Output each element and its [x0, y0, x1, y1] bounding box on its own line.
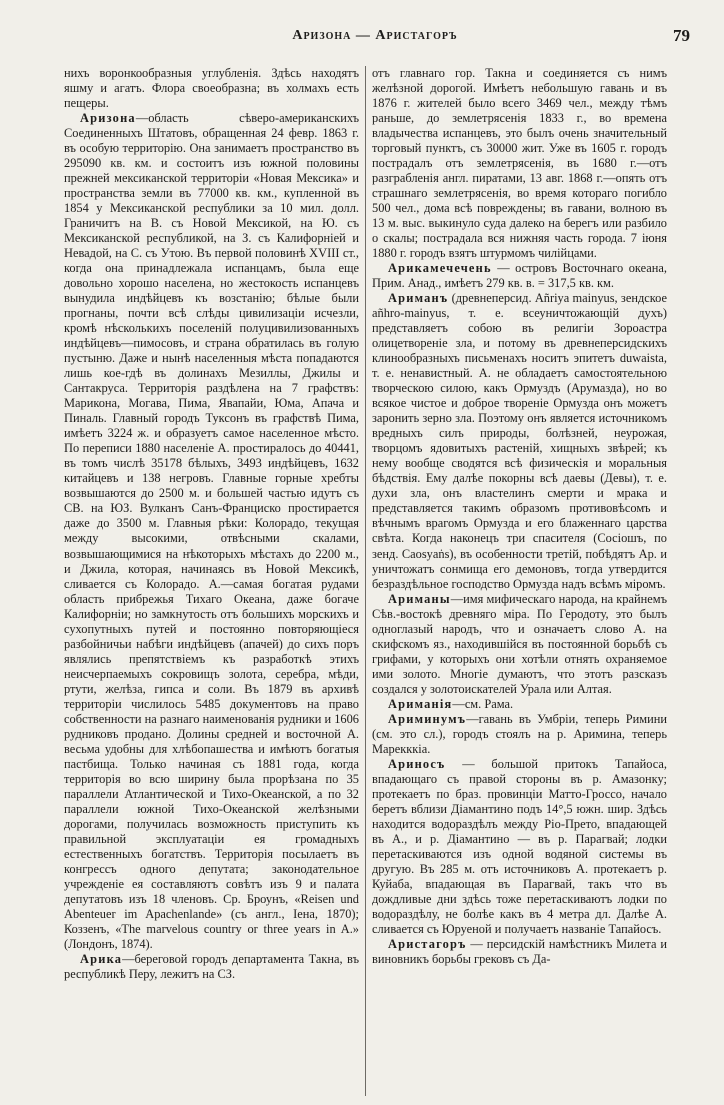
- page-header: [60, 28, 690, 52]
- entry-text: —имя мифическаго народа, на крайнемъ Сѣв.-востокѣ древняго міра. По Геродоту, это былъ одноглазый народъ, что и означаетъ слово А. на скифскомъ яз., находившійся въ постоянной борьбѣ съ грифами, у которыхъ они хотѣли отнять охраняемое ими золото. Многіе думаютъ, что этотъ разсказъ создался у золотоискателей Урала или Алтая.: [372, 591, 667, 696]
- column-divider: [365, 66, 366, 1096]
- entry: [64, 952, 359, 982]
- entry-headword: Арика: [80, 951, 123, 966]
- right-column: [372, 66, 667, 1096]
- entry-headword: Ариманы: [388, 591, 451, 606]
- entry-text: —береговой городъ департамента Такна, въ республикѣ Перу, лежитъ на СЗ.: [64, 951, 359, 981]
- entry-text: нихъ воронкообразныя углубленія. Здѣсь находятъ яшму и агатъ. Флора своеобразна; въ холмахъ есть пещеры.: [64, 66, 359, 111]
- entry-text: —область сѣверо-американскихъ Соединенныхъ Штатовъ, обращенная 24 февр. 1863 г. въ особую территорію. Она занимаетъ пространство въ 295090 кв. км. и состоитъ изъ южной половины прежней мексиканской территоріи «Новая Мексика» и пространства земли въ 77000 кв. км., купленной въ 1854 у Мексиканской республики за 10 мил. долл. Граничитъ на В. съ Новой Мексикой, на Ю. съ Мексиканской республикой, на З. съ Калифорніей и Невадой, на С. съ Утою. Въ первой половинѣ XVIII ст., когда она принадлежала испанцамъ, была еще довольно хорошо населена, но жестокость испанцевъ вынудила индѣйцевъ къ возстанію; бѣлые были прогнаны, почти всѣ слѣды цивилизаціи исчезли, кромѣ нѣсколькихъ поселеній полуцивилизованныхъ индѣйцевъ—пимосовъ, и страна обратилась въ голую пустыню. Даже и нынѣ населенныя мѣста попадаются лишь кое-гдѣ въ долинахъ Мезиллы, Джилы и Сантакруса. Территорія раздѣлена на 7 графствъ: Марикона, Могава, Пима, Явапайи, Юма, Апача и Пиналь. Главный городъ Туксонъ въ графствѣ Пима, имѣетъ 3224 ж. и образуетъ самое населенное мѣсто. По переписи 1880 населеніе А. простиралось до 40441, въ томъ числѣ 35178 бѣлыхъ, 3493 индѣйцевъ, 1632 китайцевъ и 138 негровъ. Главные горные хребты возвышаются до 2500 м. и большей частью идутъ съ СВ. на ЮЗ. Вулканъ Санъ-Франциско простирается даже до 3500 м. Главныя рѣки: Колорадо, текущая между высокими, отвѣсными скалами, возвышающимися на нѣкоторыхъ мѣстахъ до 2200 м., и Джила, которая, начинаясь въ Новой Мексикѣ, сливается съ Колорадо. А.—самая богатая рудами область прибрежья Тихаго Океана, даже богаче Калифорніи; но замкнутость отъ большихъ морскихъ и сухопутныхъ путей и постоянно повторяющіеся разбойничьи набѣги индѣйцевъ (апачей) до сихъ поръ являлись препятствіемъ къ разработкѣ этихъ неисчерпаемыхъ сокровищъ золота, серебра, мѣди, ртути, желѣза, гипса и соли. Въ 1879 въ архивѣ территоріи числилось 5485 документовъ на право собственности на разнаго наименованія рудники и 1606 рудниковъ продано. Долины средней и восточной А. весьма удобны для хлѣбопашества и имѣютъ богатыя пастбища. Только начиная съ 1881 года, когда территорія во всю ширину была прорѣзана по 35 параллели Атлантической и Тихо-Океанской, а по 32 параллели южной Тихо-Океанской желѣзными дорогами, получилась возможность приступить къ правильной эксплуатаціи ея громадныхъ естественныхъ богатствъ. Территорія посылаетъ въ конгрессъ одного депутата; законодательное учрежденіе ея составляютъ совѣтъ изъ 9 и палата депутатовъ изъ 18 членовъ. Ср. Броунъ, «Reisen und Abenteuer im Apachenlande» (съ англ., Iена, 1870); Коззенъ, «The marvelous country or three years in A.» (Лондонъ, 1874).: [64, 111, 359, 951]
- entry-text: (древнеперсид. Añriya mainyus, зендское añhro-mainyus, т. е. всеуничтожающій духъ) представляетъ собою въ религіи Зороастра олицетвореніе зла, и потому въ древнеперсидскихъ клинообразныхъ письменахъ носитъ эпитетъ duwaista, т. е. ненавистный. А. не обладаетъ самостоятельною творческою силою, какъ Ормуздъ (Арумазда), но во всякое чистое и доброе твореніе Ормузда онъ можетъ заронить зерно зла. Поэтому онъ является источникомъ вредныхъ силъ природы, болѣзней, неурожая, творцомъ ядовитыхъ растеній, хищныхъ звѣрей; къ нему вообще сводятся всѣ физическія и моральныя бѣдствія. Ему далѣе покорны всѣ даевы (Девы), т. е. духи зла, онъ властелинъ смерти и мрака и представляется такимъ образомъ противовѣсомъ и вѣчнымъ врагомъ Ормузда и его блаженнаго царства свѣта. Когда наконецъ три спасителя (Сосіошъ, по зенд. Caosyaṅs), въ особенности третій, побѣдятъ Ар. и уничтожатъ сонмища его демоновъ, тогда утвердится безраздѣльное господство Ормузда надъ всѣмъ міромъ.: [372, 291, 667, 591]
- entry-text: — большой притокъ Тапайоса, впадающаго съ правой стороны въ р. Амазонку; протекаетъ по браз. провинціи Матто-Гроссо, начало беретъ вблизи Діамантино подъ 14°,5 южн. шир. Здѣсь находится водораздѣлъ между Ріо-Прето, впадающей въ А., и р. Діамантино — въ р. Парагвай; лодки перетаскиваются изъ одной водяной системы въ другую. Въ 285 м. отъ источниковъ А. протекаетъ р. Куйаба, впадающая въ Парагвай, такъ что въ дождливые дни здѣсь тоже перетаскиваютъ лодки по водораздѣлу, не болѣе какъ въ 4 метра дл. Далѣе А. сливается съ Юруеной и получаетъ названіе Тапайосъ.: [372, 756, 667, 936]
- entry: [372, 937, 667, 967]
- entry: [64, 111, 359, 952]
- entry-headword: Ариминумъ: [388, 711, 467, 726]
- entry: [372, 66, 667, 261]
- entry-headword: Ариносъ: [388, 756, 446, 771]
- entry: [372, 291, 667, 591]
- running-head: Аризона — Аристагоръ: [292, 28, 458, 43]
- entry-headword: Аризона: [80, 111, 136, 126]
- entry: [372, 757, 667, 937]
- entry: [64, 66, 359, 111]
- entry: [372, 592, 667, 697]
- page-number: 79: [673, 26, 690, 45]
- entry-headword: Аристагоръ: [388, 936, 467, 951]
- entry-text: —см. Рама.: [452, 696, 514, 711]
- entry-text: — персидскій намѣстникъ Милета и виновникъ борьбы грековъ съ Да-: [372, 936, 667, 966]
- entry: [372, 712, 667, 757]
- entry-headword: Ариманъ: [388, 291, 449, 306]
- entry-text: — островъ Восточнаго океана, Прим. Анад., имѣетъ 279 кв. в. = 317,5 кв. км.: [372, 261, 667, 291]
- entry: [372, 697, 667, 712]
- left-column: [64, 66, 359, 1096]
- entry: [372, 261, 667, 291]
- entry-text: отъ главнаго гор. Такна и соединяется съ нимъ желѣзной дорогой. Имѣетъ небольшую гавань и въ 1876 г. жителей было всего 3469 чел., между тѣмъ раньше, до землетрясенія 1833 г., во времена владычества испанцевъ, это былъ очень значительный торговый пунктъ, съ 30000 жит. Уже въ 1605 г. городъ пострадалъ отъ землетрясенія, въ 1680 г.—отъ разграбленія англ. пиратами, 13 авг. 1868 г.—опять отъ страшнаго землетрясенія, во время котораго погибло 500 чел., дома всѣ повреждены; въ гавани, волною въ 13 м. выс. выкинуло суда далеко на берегъ или разбило о скалы; пострадала вся нижняя часть города. 7 іюня 1880 г. городъ взятъ штурмомъ чилійцами.: [372, 66, 667, 261]
- entry-headword: Ариманія: [388, 696, 453, 711]
- entry-text: —гавань въ Умбріи, теперь Римини (см. это сл.), городъ стоялъ на р. Аримина, теперь Марекккіа.: [372, 711, 667, 756]
- entry-headword: Арикамечечень: [388, 261, 492, 276]
